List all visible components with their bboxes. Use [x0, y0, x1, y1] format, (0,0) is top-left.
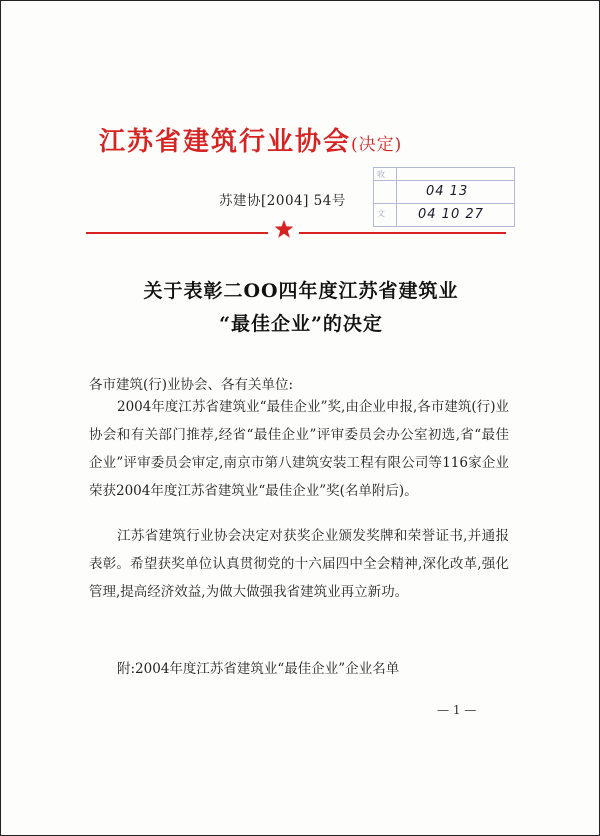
document-title-line1: 关于表彰二OO四年度江苏省建筑业 — [143, 280, 459, 302]
document-title-line2: “最佳企业”的决定 — [219, 313, 383, 335]
body-paragraph-2: 江苏省建筑行业协会决定对获奖企业颁发奖牌和荣誉证书,并通报表彰。希望获奖单位认真贯彻党的十六届四中全会精神,深化改革,强化管理,提高经济效益,为做大做强我省建筑业再立新功。 — [89, 528, 509, 600]
stamp-handwriting-2: 04 10 27 — [418, 207, 484, 222]
receipt-stamp: 收 文 04 13 04 10 27 — [373, 167, 515, 227]
document-header — [99, 121, 519, 161]
star-icon — [273, 218, 295, 240]
organization-name: 江苏省建筑行业协会 — [99, 127, 352, 157]
attachment-note: 附:2004年度江苏省建筑业“最佳企业”企业名单 — [117, 661, 400, 677]
header-divider-right — [299, 232, 506, 234]
body-paragraph-1: 2004年度江苏省建筑业“最佳企业”奖,由企业申报,各市建筑(行)业协会和有关部门推荐,经省“最佳企业”评审委员会办公室初选,省“最佳企业”评审委员会审定,南京市第八建筑安装工程有限公司等116家企业荣获2004年度江苏省建筑业“最佳企业”奖(名单附后)。 — [89, 399, 509, 499]
document-number: 苏建协[2004] 54号 — [219, 193, 346, 209]
stamp-handwriting-1: 04 13 — [426, 184, 469, 199]
header-divider-left — [86, 232, 268, 234]
document-type: (决定) — [351, 135, 403, 155]
salutation: 各市建筑(行)业协会、各有关单位: — [89, 377, 294, 393]
page-number: — 1 — — [437, 703, 477, 717]
